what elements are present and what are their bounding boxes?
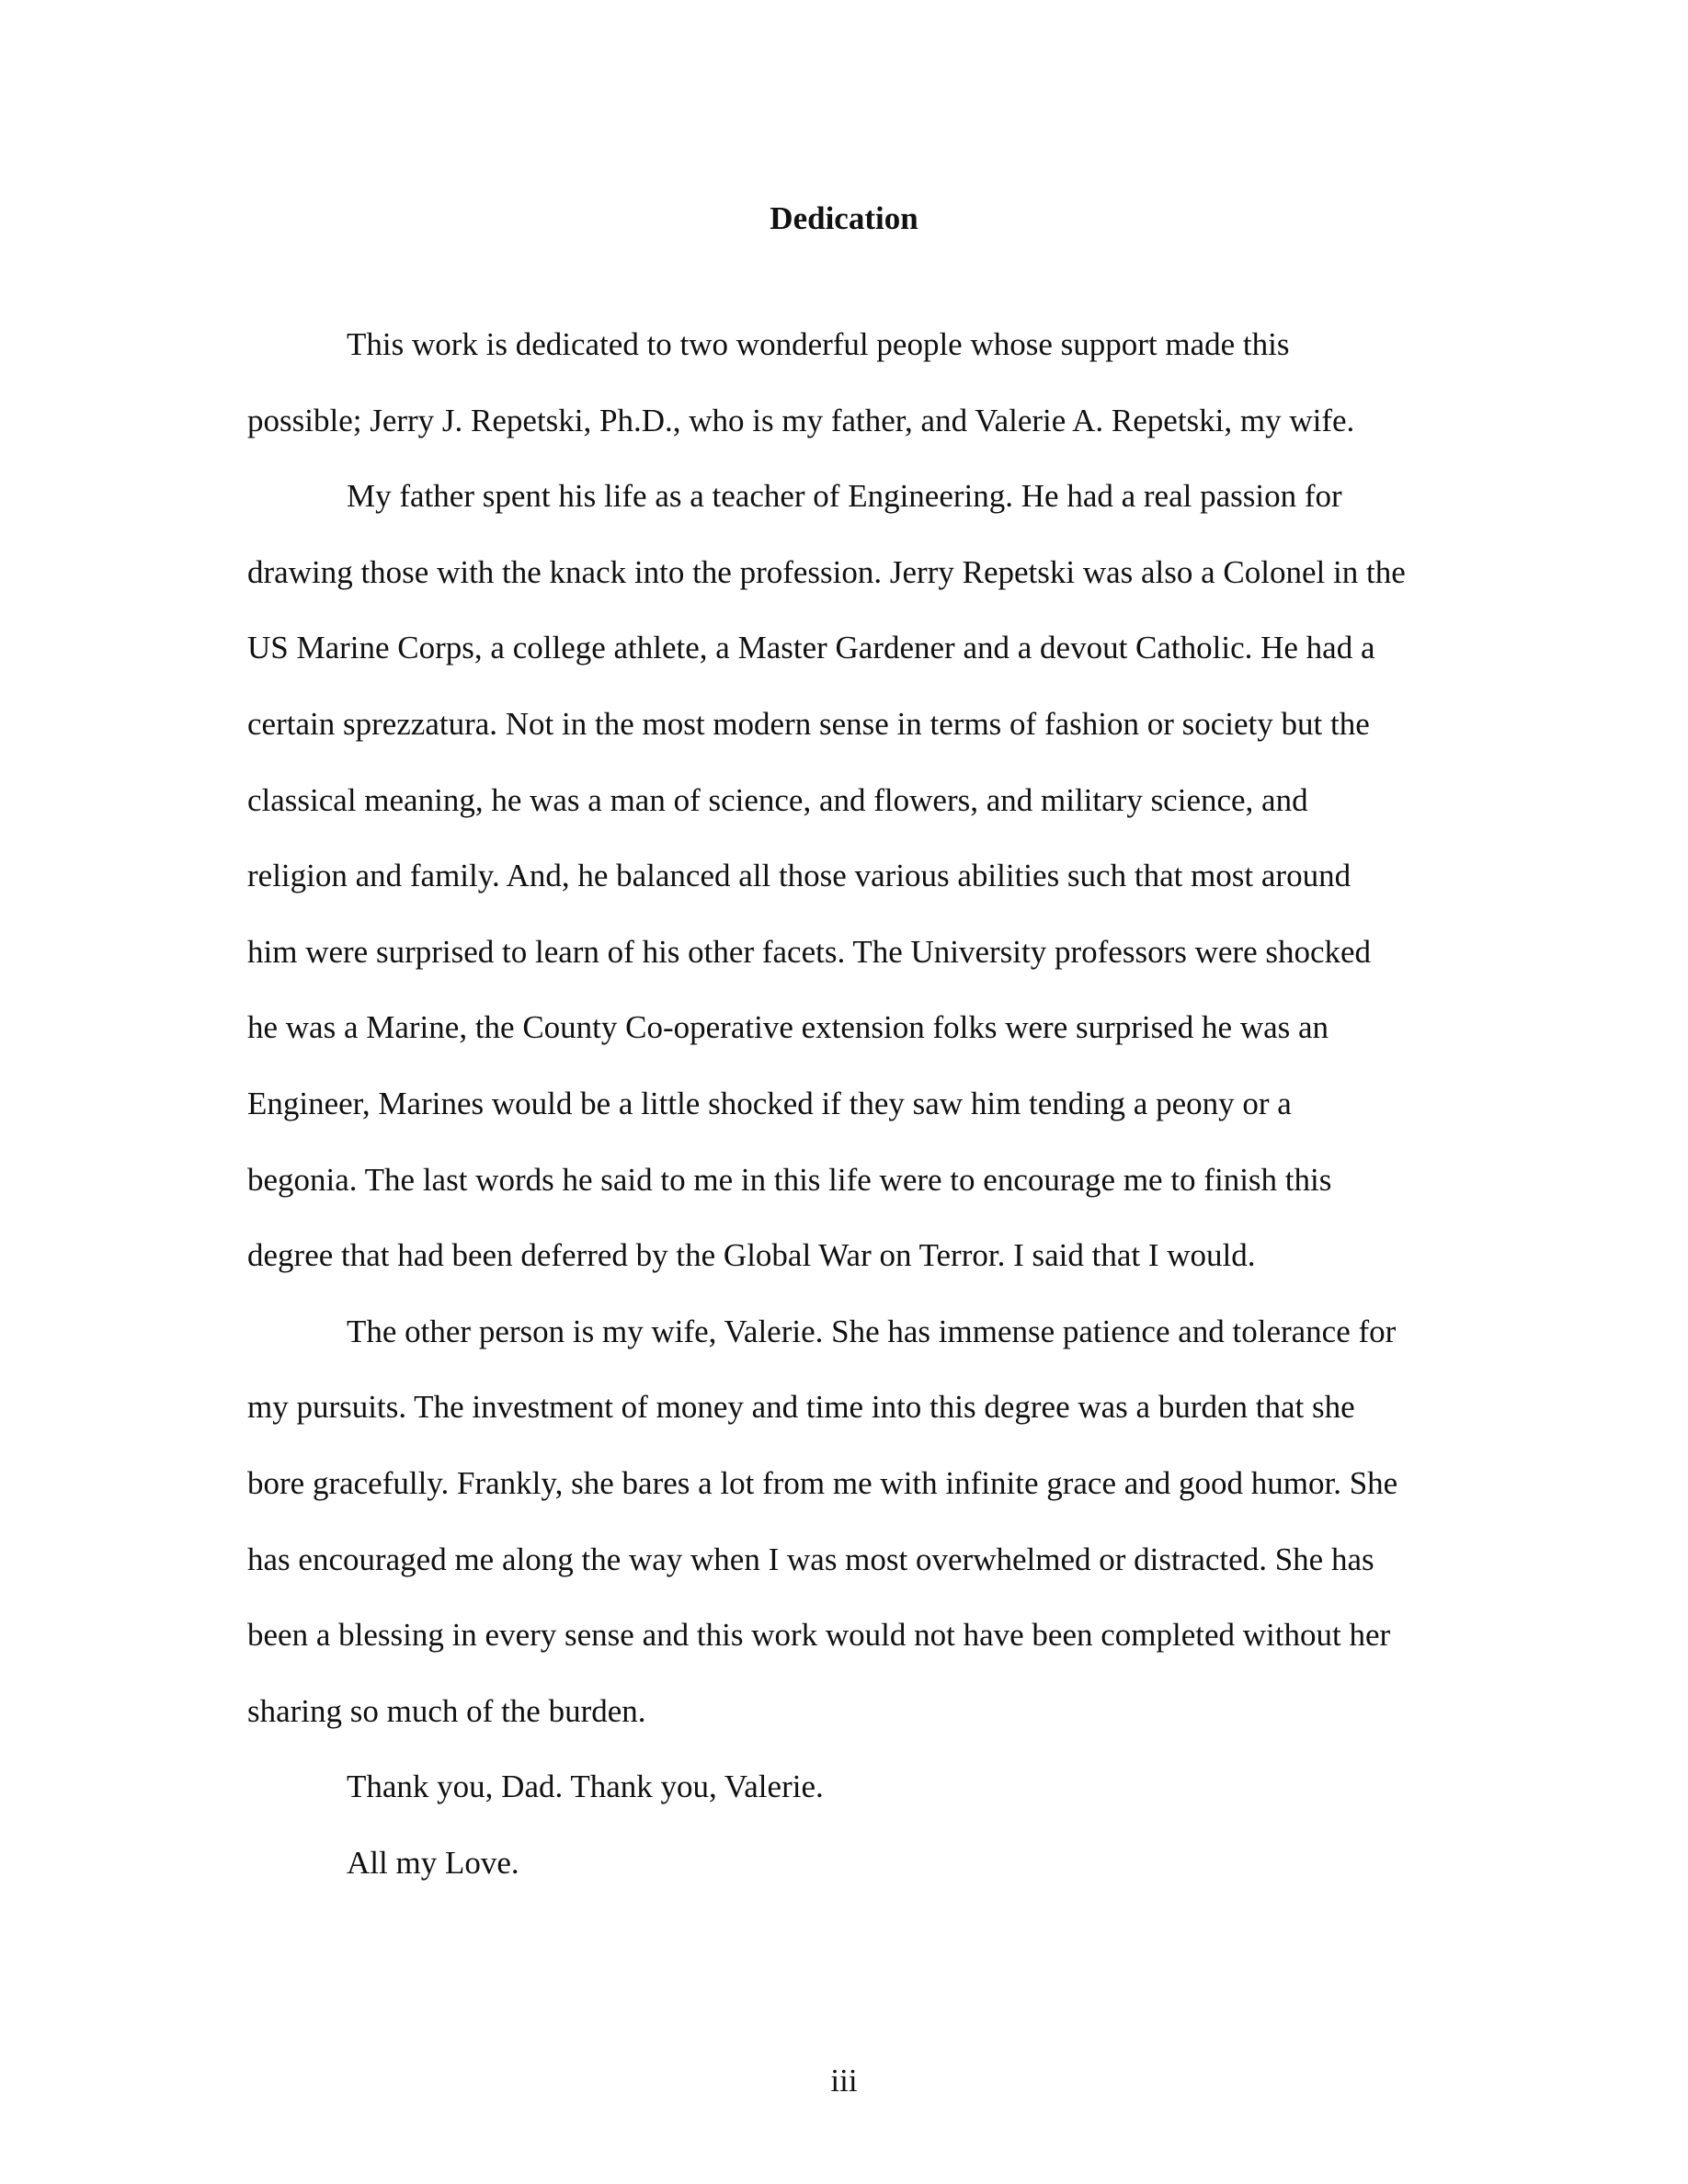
text-line: begonia. The last words he said to me in this life were to encourage me to finish this bbox=[247, 1161, 1332, 1198]
page-number: iii bbox=[830, 2063, 858, 2099]
text-line: drawing those with the knack into the profession. Jerry Repetski was also a Colonel in the bbox=[247, 553, 1406, 590]
text-line: Engineer, Marines would be a little shocked if they saw him tending a peony or a bbox=[247, 1085, 1292, 1121]
page-title: Dedication bbox=[770, 200, 918, 236]
text-line: US Marine Corps, a college athlete, a Master Gardener and a devout Catholic. He had a bbox=[247, 630, 1375, 666]
paragraph bbox=[247, 1749, 1443, 1826]
text-line: degree that had been deferred by the Global War on Terror. I said that I would. bbox=[247, 1237, 1256, 1274]
paragraph bbox=[247, 307, 1443, 459]
paragraph bbox=[247, 1294, 1443, 1750]
text-line: certain sprezzatura. Not in the most modern sense in terms of fashion or society but the bbox=[247, 705, 1370, 742]
text-line: my pursuits. The investment of money and time into this degree was a burden that she bbox=[247, 1389, 1355, 1426]
text-line: sharing so much of the burden. bbox=[247, 1692, 646, 1729]
text-line: All my Love. bbox=[347, 1844, 519, 1881]
text-line: been a blessing in every sense and this work would not have been completed without her bbox=[247, 1617, 1391, 1654]
text-line: he was a Marine, the County Co-operative extension folks were surprised he was an bbox=[247, 1009, 1329, 1046]
text-line: My father spent his life as a teacher of Engineering. He had a real passion for bbox=[347, 478, 1342, 515]
text-line: has encouraged me along the way when I was most overwhelmed or distracted. She has bbox=[247, 1541, 1374, 1577]
text-line: classical meaning, he was a man of science, and flowers, and military science, and bbox=[247, 781, 1308, 818]
paragraph bbox=[247, 1826, 1443, 1902]
text-line: bore gracefully. Frankly, she bares a lot from me with infinite grace and good humor. She bbox=[247, 1464, 1398, 1501]
text-line: possible; Jerry J. Repetski, Ph.D., who is my father, and Valerie A. Repetski, my wife. bbox=[247, 402, 1355, 438]
dedication-body bbox=[247, 307, 1443, 1901]
text-line: The other person is my wife, Valerie. She has immense patience and tolerance for bbox=[347, 1313, 1397, 1349]
text-line: Thank you, Dad. Thank you, Valerie. bbox=[347, 1769, 824, 1805]
paragraph bbox=[247, 459, 1443, 1294]
text-line: religion and family. And, he balanced all those various abilities such that most around bbox=[247, 858, 1352, 894]
text-line: This work is dedicated to two wonderful people whose support made this bbox=[347, 326, 1290, 362]
text-line: him were surprised to learn of his other facets. The University professors were shocked bbox=[247, 933, 1372, 970]
